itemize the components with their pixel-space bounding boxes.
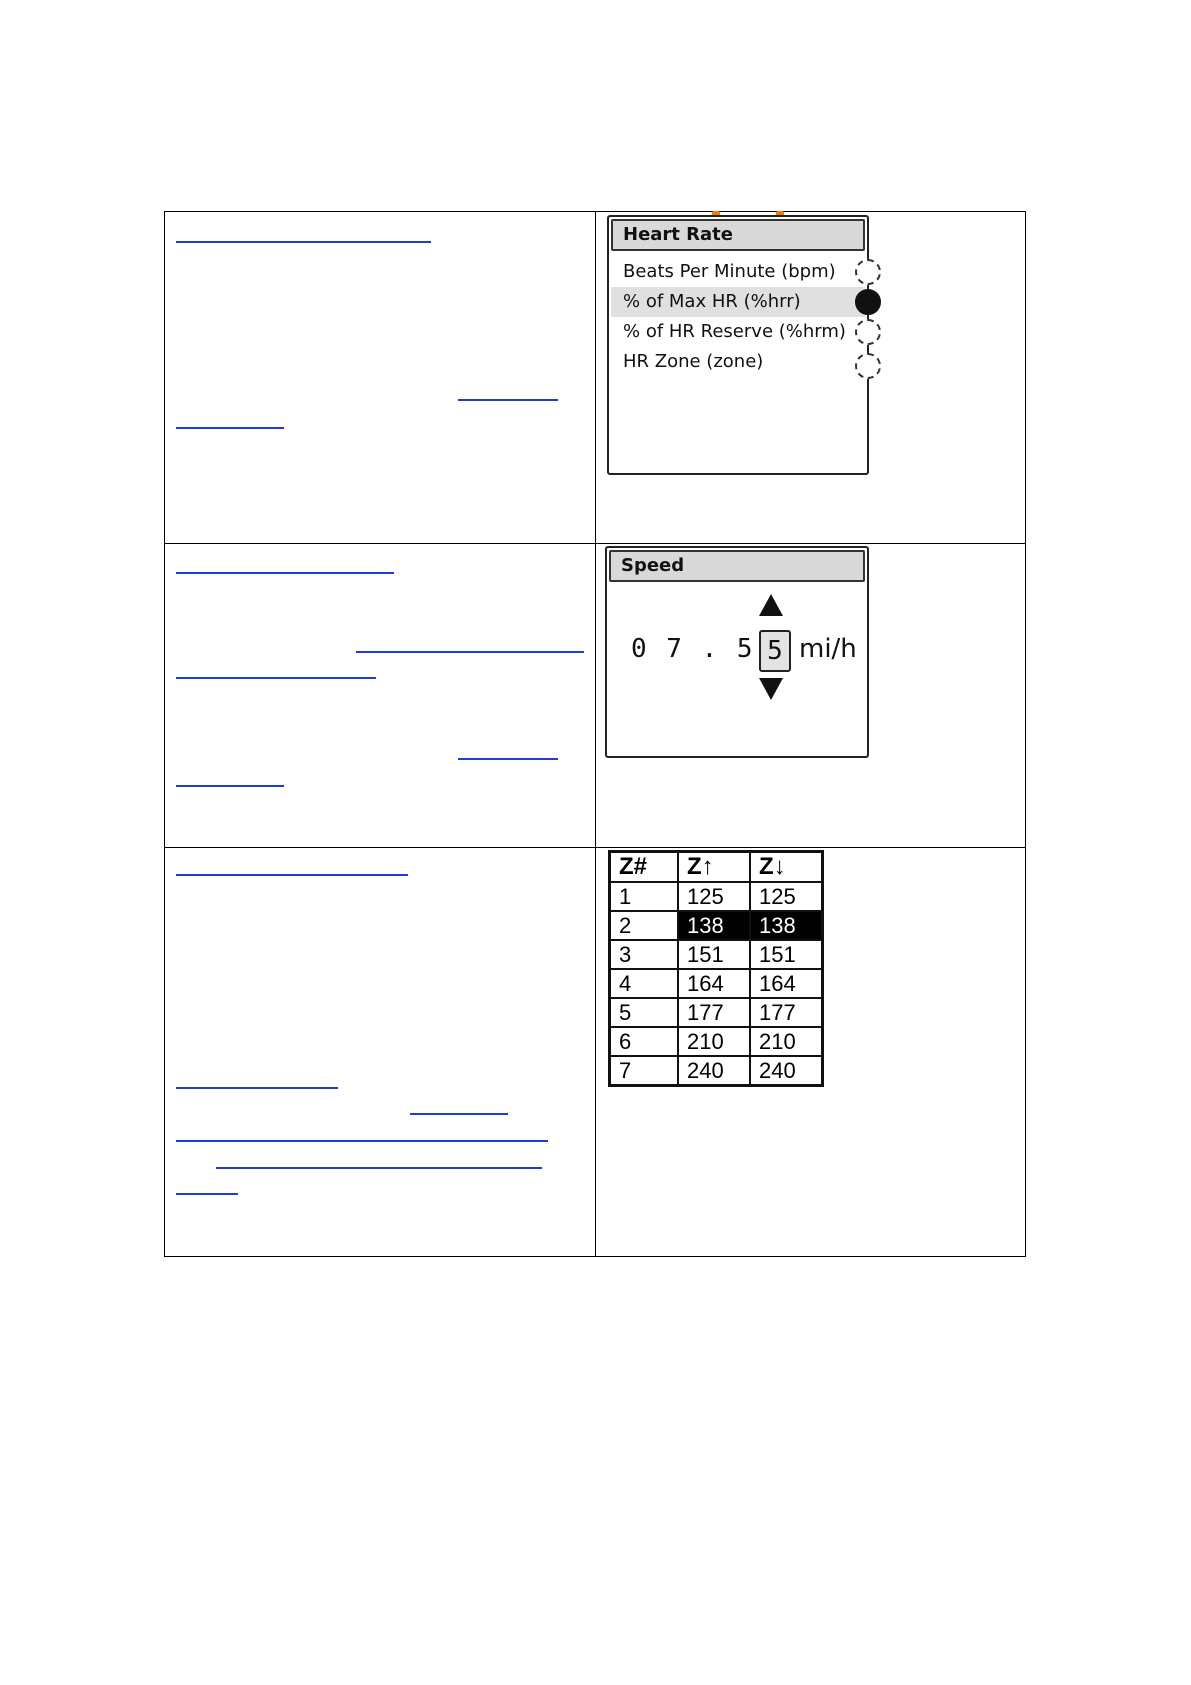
option-percent-max-hr[interactable] [611,287,865,317]
reference-link-2b[interactable] [176,785,284,787]
option-hr-zone[interactable] [611,347,865,377]
header-zone-upper: Z↑ [678,852,750,883]
header-zone-number: Z# [610,852,679,883]
row-divider-2 [165,847,1025,848]
zone-lower: 240 [750,1056,823,1086]
zone-upper: 138 [678,911,750,940]
option-bpm[interactable] [611,257,865,287]
zone-upper: 151 [678,940,750,969]
header-zone-lower: Z↓ [750,852,823,883]
decrement-arrow-icon[interactable] [759,678,783,700]
zones-reference-link-2a[interactable] [410,1113,508,1115]
row-divider-1 [165,543,1025,544]
zone-number: 4 [610,969,679,998]
table-row[interactable] [610,940,823,969]
zone-number: 7 [610,1056,679,1086]
table-row[interactable] [610,1027,823,1056]
zones-link[interactable] [176,874,408,876]
zones-reference-link-3a[interactable] [216,1167,542,1169]
increment-arrow-icon[interactable] [759,594,783,616]
zone-number: 3 [610,940,679,969]
zone-upper: 210 [678,1027,750,1056]
active-digit[interactable]: 5 [759,630,791,672]
speed-reference-link-a[interactable] [356,651,584,653]
zones-reference-link-2b[interactable] [176,1140,548,1142]
table-row[interactable] [610,998,823,1027]
zone-upper: 164 [678,969,750,998]
speed-digits: 0 7 . 5 [631,634,755,664]
document-table [164,211,1026,1257]
zone-lower: 210 [750,1027,823,1056]
column-divider [595,212,596,1256]
heart-rate-panel [607,215,869,475]
zone-lower: 177 [750,998,823,1027]
speed-reference-link-b[interactable] [176,677,376,679]
speed-unit: mi/h [799,634,857,664]
zone-lower: 125 [750,882,823,911]
zone-lower: 164 [750,969,823,998]
option-label: % of HR Reserve (%hrm) [623,321,846,342]
speed-link[interactable] [176,572,394,574]
option-percent-hr-reserve[interactable] [611,317,865,347]
table-row[interactable] [610,1056,823,1086]
radio-button[interactable] [855,259,881,285]
option-label: HR Zone (zone) [623,351,764,372]
table-row[interactable] [610,882,823,911]
zones-reference-link-1[interactable] [176,1087,338,1089]
zone-upper: 125 [678,882,750,911]
panel-title: Speed [609,550,865,582]
zone-number: 1 [610,882,679,911]
radio-button[interactable] [855,353,881,379]
hr-zone-table [608,850,824,1087]
reference-link-1b[interactable] [176,427,284,429]
radio-button[interactable] [855,319,881,345]
speed-panel [605,546,869,758]
table-row[interactable] [610,969,823,998]
zone-upper: 240 [678,1056,750,1086]
reference-link-1a[interactable] [458,399,558,401]
zone-lower: 138 [750,911,823,940]
option-label: % of Max HR (%hrr) [623,291,801,312]
zone-number: 5 [610,998,679,1027]
zone-lower: 151 [750,940,823,969]
radio-button-selected[interactable] [855,289,881,315]
zone-number: 2 [610,911,679,940]
option-label: Beats Per Minute (bpm) [623,261,836,282]
zone-upper: 177 [678,998,750,1027]
zone-number: 6 [610,1027,679,1056]
zones-reference-link-3b[interactable] [176,1193,238,1195]
table-header-row [610,852,823,883]
heart-rate-link[interactable] [176,241,431,243]
panel-title: Heart Rate [611,219,865,251]
reference-link-2a[interactable] [458,758,558,760]
table-row-selected[interactable] [610,911,823,940]
